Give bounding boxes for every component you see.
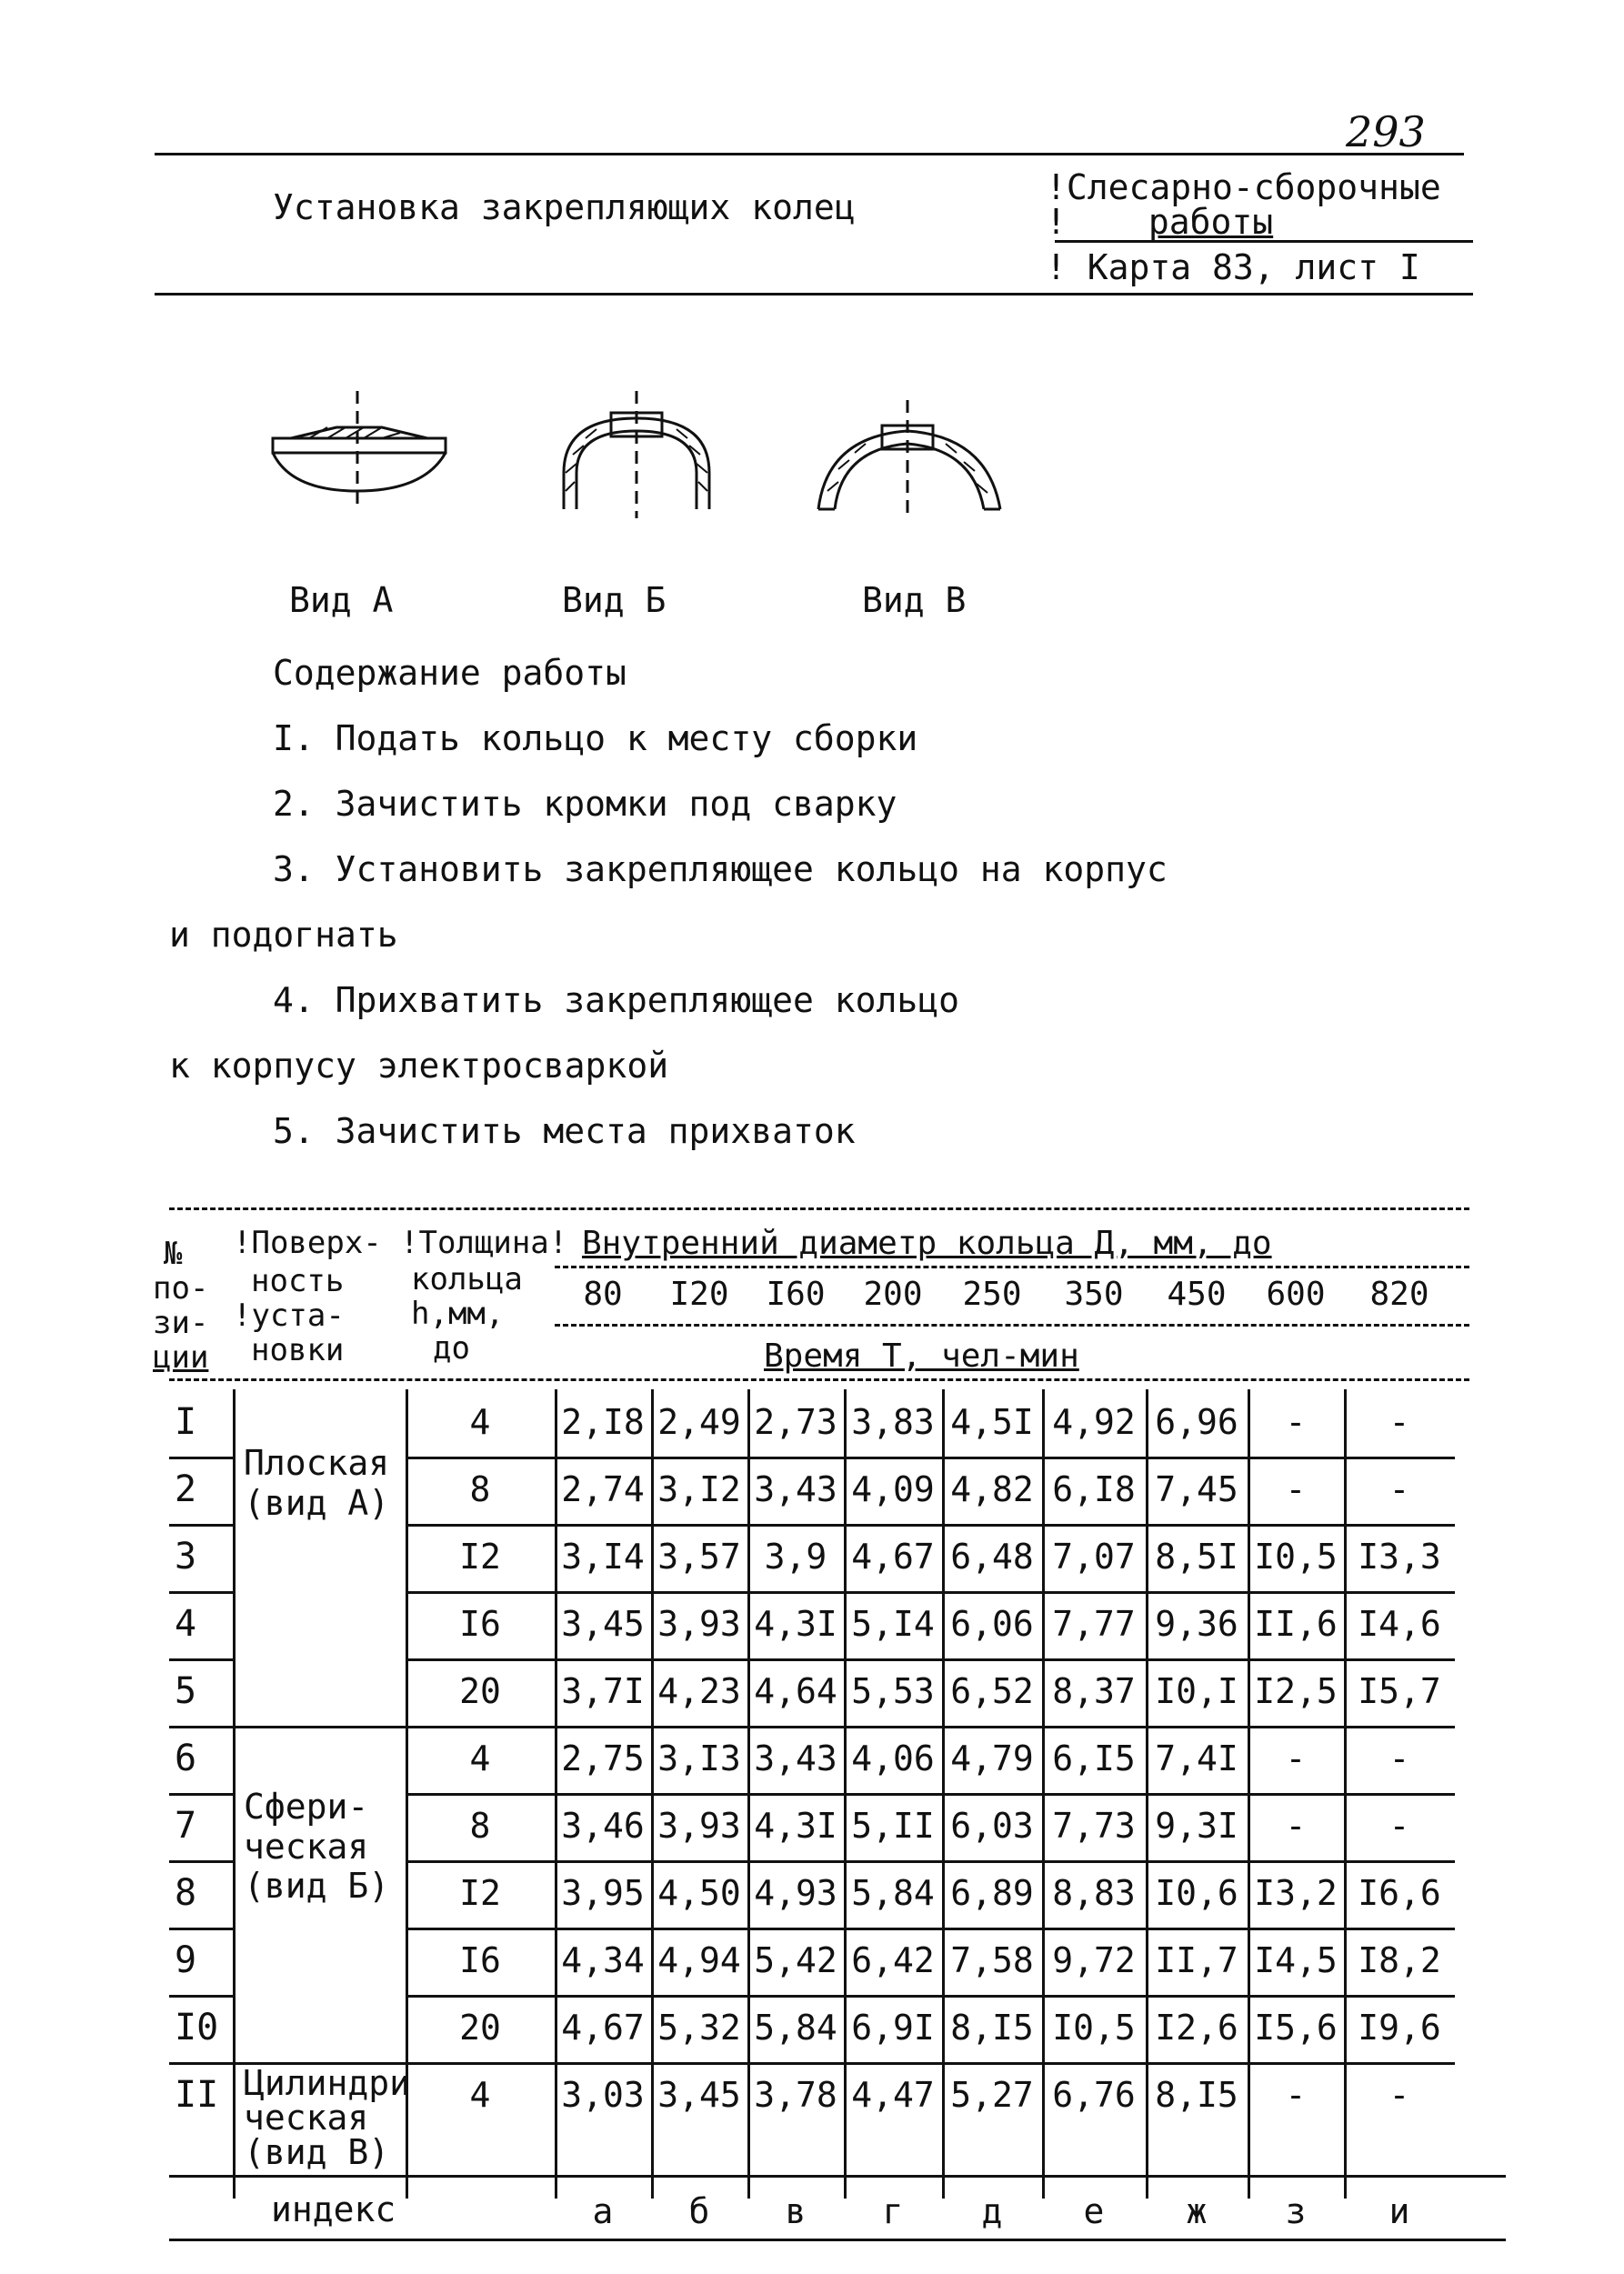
value-cell: II,7: [1155, 1940, 1238, 1980]
value-cell: 7,07: [1052, 1537, 1136, 1577]
value-cell: 6,89: [950, 1873, 1034, 1913]
header-top-rule: [155, 153, 1464, 155]
row-thickness: 20: [459, 1671, 501, 1711]
value-cell: 3,46: [561, 1806, 645, 1846]
value-cell: 4,5I: [950, 1402, 1034, 1442]
value-cell: 4,3I: [754, 1604, 837, 1644]
row-position: 2: [175, 1468, 197, 1510]
row-position: 8: [175, 1872, 197, 1914]
diameter-value: 80: [583, 1276, 623, 1313]
value-cell: 9,36: [1155, 1604, 1238, 1644]
value-cell: I6,6: [1358, 1873, 1441, 1913]
hdr-diameter: Внутренний диаметр кольца Д, мм, до: [582, 1225, 1272, 1262]
value-cell: 7,4I: [1155, 1738, 1238, 1778]
value-cell: 3,9: [764, 1537, 827, 1577]
value-cell: 3,I4: [561, 1537, 645, 1577]
figure-label-a: Вид А: [289, 580, 394, 620]
value-cell: 8,5I: [1155, 1537, 1238, 1577]
value-cell: -: [1285, 1402, 1307, 1442]
step-5: 5. Зачистить места прихваток: [273, 1111, 856, 1151]
value-cell: I3,3: [1358, 1537, 1441, 1577]
table-header-bottom-rule: [169, 1378, 1469, 1381]
value-cell: -: [1285, 2075, 1307, 2115]
step-3: 3. Установить закрепляющее кольцо на корпус: [273, 849, 1168, 889]
index-bottom-rule: [169, 2239, 1506, 2241]
value-cell: -: [1388, 1469, 1410, 1509]
value-cell: 5,53: [851, 1671, 935, 1711]
value-cell: 4,3I: [754, 1806, 837, 1846]
value-cell: I2,5: [1254, 1671, 1338, 1711]
card-line: ! Карта 83, лист I: [1046, 247, 1420, 287]
hdr-surf-2: !уста-: [233, 1297, 345, 1334]
value-cell: 3,78: [754, 2075, 837, 2115]
value-cell: 5,42: [754, 1940, 837, 1980]
value-cell: 3,57: [657, 1537, 741, 1577]
figure-view-c: [809, 391, 1009, 527]
value-cell: 4,67: [851, 1537, 935, 1577]
row-position: 9: [175, 1939, 197, 1981]
value-cell: -: [1285, 1738, 1307, 1778]
value-cell: 4,23: [657, 1671, 741, 1711]
value-cell: 3,7I: [561, 1671, 645, 1711]
row-thickness: 4: [469, 2075, 491, 2115]
surface-cyl-line1: Цилиндри: [244, 2063, 411, 2103]
step-4-cont: к корпусу электросваркой: [169, 1046, 669, 1086]
value-cell: 5,I4: [851, 1604, 935, 1644]
value-cell: 3,45: [657, 2075, 741, 2115]
row-thickness: 8: [469, 1806, 491, 1846]
value-cell: 4,34: [561, 1940, 645, 1980]
value-cell: 6,03: [950, 1806, 1034, 1846]
value-cell: 4,64: [754, 1671, 837, 1711]
diameter-value: 350: [1064, 1276, 1124, 1313]
value-cell: 5,84: [754, 2008, 837, 2048]
value-cell: 8,83: [1052, 1873, 1136, 1913]
surface-spherical: [244, 1788, 389, 1907]
value-cell: 8,37: [1052, 1671, 1136, 1711]
value-cell: 2,I8: [561, 1402, 645, 1442]
row-thickness: I2: [459, 1537, 501, 1577]
value-cell: 8,I5: [950, 2008, 1034, 2048]
index-letter: ж: [1186, 2191, 1208, 2231]
row-position: II: [175, 2074, 219, 2116]
value-cell: 9,72: [1052, 1940, 1136, 1980]
value-cell: 6,9I: [851, 2008, 935, 2048]
value-cell: 6,06: [950, 1604, 1034, 1644]
row-thickness: 4: [469, 1738, 491, 1778]
hdr-thick-2: h,мм,: [411, 1296, 505, 1332]
value-cell: 4,09: [851, 1469, 935, 1509]
diameter-value: 450: [1167, 1276, 1227, 1313]
grid-vline-0: [233, 1389, 236, 2199]
surface-sph-line1: Сфери-: [244, 1787, 369, 1827]
index-letter: е: [1083, 2191, 1105, 2231]
row-thickness: I2: [459, 1873, 501, 1913]
hdr-thick-3: до: [433, 1330, 470, 1367]
header-bottom-rule: [155, 293, 1473, 296]
value-cell: 6,48: [950, 1537, 1034, 1577]
value-cell: 3,03: [561, 2075, 645, 2115]
value-cell: 7,58: [950, 1940, 1034, 1980]
figure-label-b: Вид Б: [562, 580, 667, 620]
value-cell: -: [1388, 1738, 1410, 1778]
row-thickness: 20: [459, 2008, 501, 2048]
value-cell: I4,5: [1254, 1940, 1338, 1980]
diameter-value: 600: [1266, 1276, 1326, 1313]
value-cell: 3,83: [851, 1402, 935, 1442]
value-cell: I5,7: [1358, 1671, 1441, 1711]
value-cell: 3,43: [754, 1469, 837, 1509]
hdr-surf-0: !Поверх-: [233, 1225, 382, 1261]
value-cell: 3,45: [561, 1604, 645, 1644]
category-line2: ! работы: [1046, 202, 1274, 242]
value-cell: 6,I8: [1052, 1469, 1136, 1509]
index-letter: а: [592, 2191, 614, 2231]
surface-flat: [244, 1444, 389, 1523]
hdr-surf-0-text: Поверх-: [251, 1225, 382, 1261]
surface-flat-line1: Плоская: [244, 1443, 390, 1483]
hdr-diam-values-rule: [555, 1324, 1469, 1327]
value-cell: 8,I5: [1155, 2075, 1238, 2115]
value-cell: I0,I: [1155, 1671, 1238, 1711]
surface-sph-line3: (вид Б): [244, 1866, 390, 1907]
value-cell: I0,6: [1155, 1873, 1238, 1913]
value-cell: 4,82: [950, 1469, 1034, 1509]
index-top-rule: [169, 2175, 1506, 2178]
value-cell: -: [1285, 1806, 1307, 1846]
value-cell: 4,47: [851, 2075, 935, 2115]
value-cell: 5,II: [851, 1806, 935, 1846]
value-cell: 5,84: [851, 1873, 935, 1913]
page-title: Установка закрепляющих колец: [273, 187, 856, 227]
value-cell: II,6: [1254, 1604, 1338, 1644]
row-position: 4: [175, 1603, 197, 1645]
step-2: 2. Зачистить кромки под сварку: [273, 784, 897, 824]
index-letter: г: [882, 2191, 904, 2231]
value-cell: 7,73: [1052, 1806, 1136, 1846]
value-cell: I0,5: [1052, 2008, 1136, 2048]
figure-label-c: Вид В: [862, 580, 967, 620]
value-cell: 2,75: [561, 1738, 645, 1778]
value-cell: I4,6: [1358, 1604, 1441, 1644]
value-cell: 7,45: [1155, 1469, 1238, 1509]
value-cell: 4,79: [950, 1738, 1034, 1778]
hdr-thick-0-text: Толщина: [418, 1225, 549, 1261]
row-thickness: I6: [459, 1940, 501, 1980]
figure-view-b: [546, 382, 727, 527]
row-thickness: 8: [469, 1469, 491, 1509]
row-position: I: [175, 1401, 197, 1443]
table-top-rule: [169, 1207, 1469, 1210]
value-cell: 9,3I: [1155, 1806, 1238, 1846]
index-letter: в: [785, 2191, 807, 2231]
value-cell: I9,6: [1358, 2008, 1441, 2048]
index-letter: з: [1285, 2191, 1307, 2231]
value-cell: I0,5: [1254, 1537, 1338, 1577]
hdr-pos-3: ции: [153, 1339, 209, 1376]
value-cell: 3,93: [657, 1806, 741, 1846]
diameter-value: I20: [669, 1276, 729, 1313]
row-position: I0: [175, 2007, 219, 2049]
value-cell: 4,93: [754, 1873, 837, 1913]
figure-view-a: [255, 382, 464, 518]
row-thickness: I6: [459, 1604, 501, 1644]
value-cell: 2,74: [561, 1469, 645, 1509]
value-cell: 4,92: [1052, 1402, 1136, 1442]
hdr-surf-1: ность: [251, 1263, 345, 1299]
row-position: 3: [175, 1536, 197, 1578]
surface-cyl-line2: ческая: [244, 2098, 369, 2138]
content-heading: Содержание работы: [273, 653, 627, 693]
value-cell: 6,96: [1155, 1402, 1238, 1442]
value-cell: I8,2: [1358, 1940, 1441, 1980]
surface-sph-line2: ческая: [244, 1826, 369, 1867]
hdr-thick-0: !Толщина!: [400, 1225, 568, 1261]
value-cell: I3,2: [1254, 1873, 1338, 1913]
header-mid-rule: [1055, 240, 1473, 243]
value-cell: 5,27: [950, 2075, 1034, 2115]
value-cell: I2,6: [1155, 2008, 1238, 2048]
row-position: 7: [175, 1805, 197, 1847]
surface-cyl-line3: (вид В): [244, 2132, 390, 2172]
row-position: 6: [175, 1738, 197, 1779]
value-cell: 6,76: [1052, 2075, 1136, 2115]
value-cell: -: [1285, 1469, 1307, 1509]
value-cell: 6,I5: [1052, 1738, 1136, 1778]
card-text: Карта 83, лист I: [1087, 247, 1420, 287]
value-cell: 2,49: [657, 1402, 741, 1442]
value-cell: -: [1388, 1806, 1410, 1846]
row-thickness: 4: [469, 1402, 491, 1442]
value-cell: 7,77: [1052, 1604, 1136, 1644]
value-cell: -: [1388, 2075, 1410, 2115]
index-letter: б: [688, 2191, 710, 2231]
row-position: 5: [175, 1670, 197, 1712]
value-cell: 4,94: [657, 1940, 741, 1980]
value-cell: 5,32: [657, 2008, 741, 2048]
value-cell: 2,73: [754, 1402, 837, 1442]
value-cell: 3,I2: [657, 1469, 741, 1509]
value-cell: 3,43: [754, 1738, 837, 1778]
hdr-pos-0: №: [164, 1236, 183, 1272]
index-letter: и: [1388, 2191, 1410, 2231]
value-cell: -: [1388, 1402, 1410, 1442]
value-cell: 3,95: [561, 1873, 645, 1913]
index-label: индекс: [271, 2189, 396, 2229]
hdr-surf-3: новки: [251, 1332, 345, 1368]
index-letter: д: [981, 2191, 1003, 2231]
category-line1: !Слесарно-сборочные: [1046, 167, 1441, 207]
diameter-value: 820: [1369, 1276, 1429, 1313]
category-text-2: работы: [1148, 202, 1274, 242]
value-cell: 3,I3: [657, 1738, 741, 1778]
step-3-cont: и подогнать: [169, 915, 398, 955]
value-cell: 4,06: [851, 1738, 935, 1778]
step-4: 4. Прихватить закрепляющее кольцо: [273, 980, 959, 1020]
hdr-surf-2-text: уста-: [251, 1297, 345, 1334]
step-1: I. Подать кольцо к месту сборки: [273, 718, 918, 758]
hdr-thick-1: кольца: [411, 1261, 523, 1297]
value-cell: 4,50: [657, 1873, 741, 1913]
diameter-value: 200: [863, 1276, 923, 1313]
diameter-value: I60: [766, 1276, 826, 1313]
diameter-value: 250: [962, 1276, 1022, 1313]
category-text: Слесарно-сборочные: [1066, 167, 1441, 207]
value-cell: 6,52: [950, 1671, 1034, 1711]
page-number: 293: [1346, 107, 1426, 156]
value-cell: 3,93: [657, 1604, 741, 1644]
hdr-pos-1: по-: [153, 1270, 209, 1307]
hdr-time: Время Т, чел-мин: [764, 1337, 1079, 1375]
hdr-pos-2: зи-: [153, 1305, 209, 1341]
value-cell: 6,42: [851, 1940, 935, 1980]
value-cell: I5,6: [1254, 2008, 1338, 2048]
surface-flat-line2: (вид А): [244, 1482, 390, 1523]
surface-cylindrical: [244, 2063, 411, 2172]
value-cell: 4,67: [561, 2008, 645, 2048]
